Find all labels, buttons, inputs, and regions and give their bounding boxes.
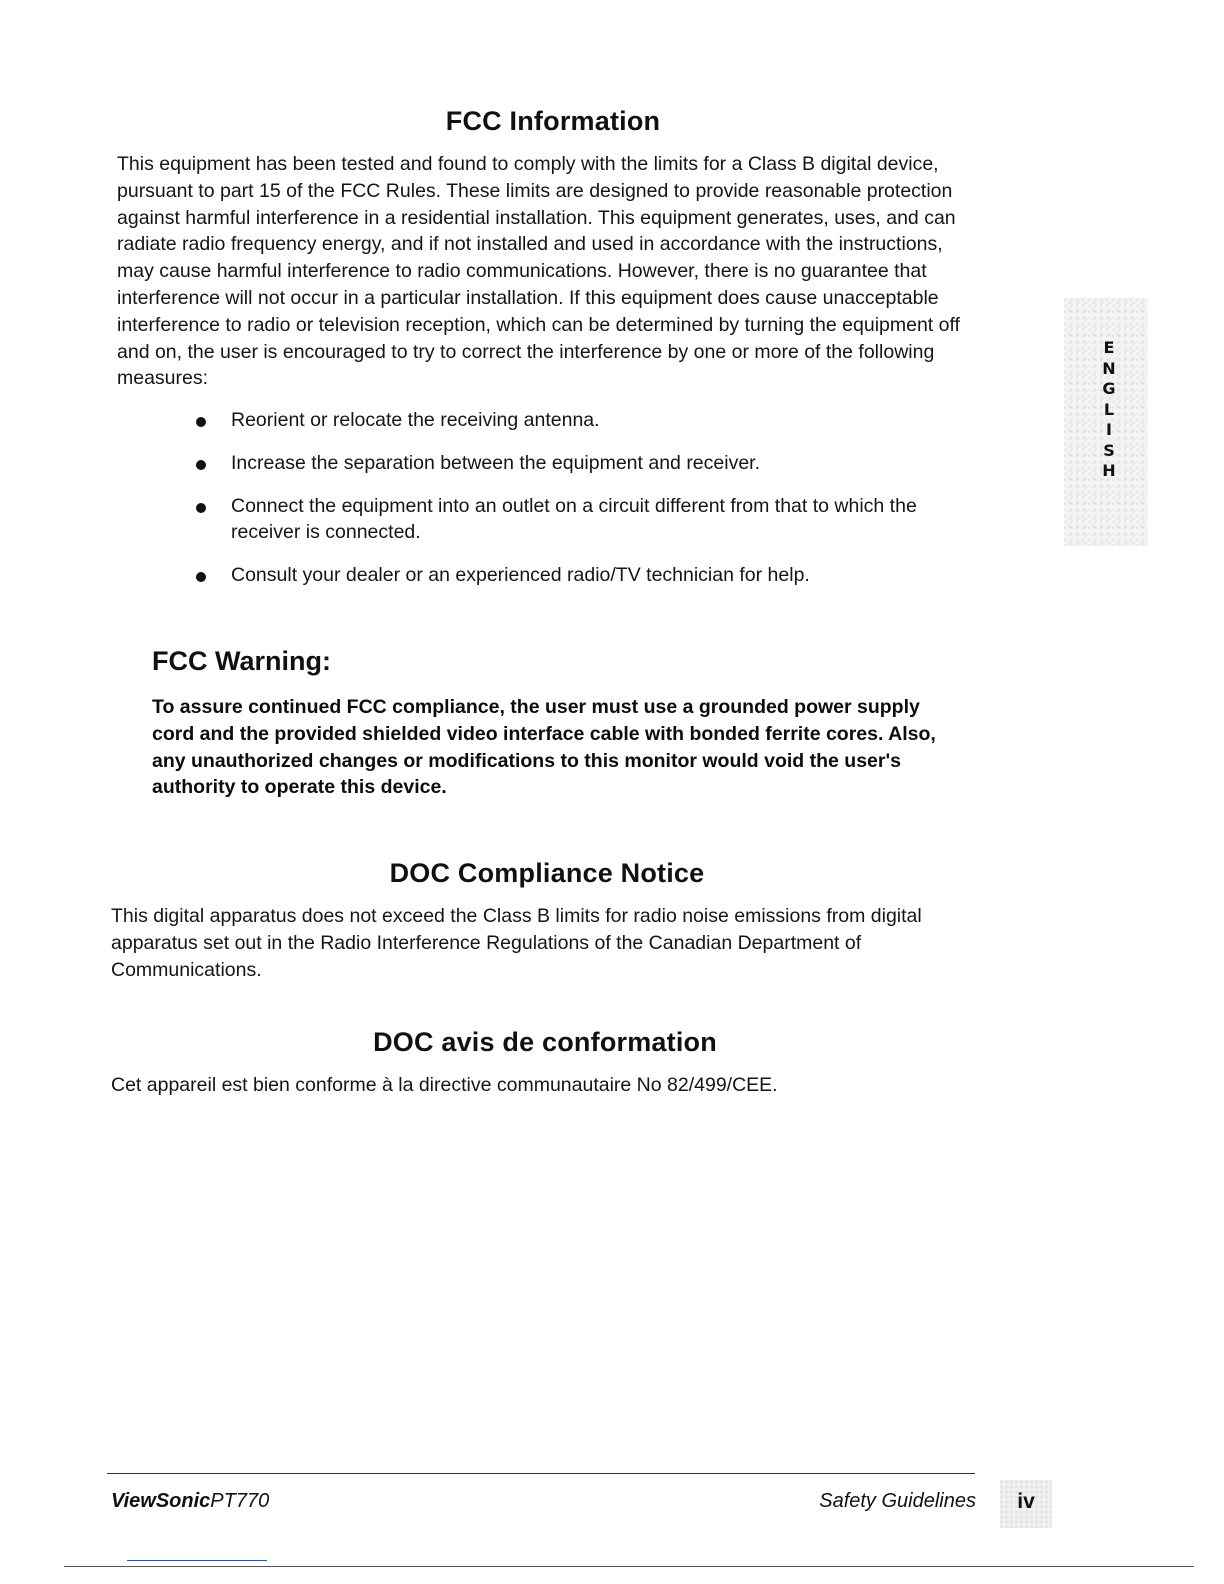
tab-letter: E (1103, 338, 1115, 357)
interference-measures-list (190, 407, 990, 605)
scan-edge-line (64, 1566, 1194, 1567)
list-item (190, 562, 990, 588)
language-tab-label (1096, 338, 1122, 482)
list-item (190, 493, 990, 545)
footer-section: Safety Guidelines (819, 1490, 976, 1512)
measure-text: Increase the separation between the equipment and receiver. (231, 452, 761, 474)
doc-avis-title: DOC avis de conformation (373, 1027, 717, 1057)
bullet-icon (196, 417, 206, 427)
tab-letter: I (1106, 420, 1112, 439)
measure-text: Consult your dealer or an experienced radio/TV technician for help. (231, 564, 810, 586)
list-item (190, 407, 990, 433)
footer-brand: ViewSonic (111, 1490, 211, 1512)
doc-compliance-body: This digital apparatus does not exceed the Class B limits for radio noise emissions from digital apparatus set out in the Radio Interference Regulations of the Canadian Department of Communications. (111, 905, 922, 981)
bullet-icon (196, 572, 206, 582)
measure-text: Reorient or relocate the receiving antenna. (231, 409, 600, 431)
doc-compliance-title: DOC Compliance Notice (389, 858, 705, 888)
tab-letter: S (1103, 440, 1115, 460)
scan-edge-mark (127, 1560, 267, 1561)
tab-letter: L (1103, 399, 1115, 419)
tab-letter: N (1102, 358, 1116, 378)
list-item (190, 450, 990, 476)
bullet-icon (196, 460, 206, 470)
fcc-information-body: This equipment has been tested and found to comply with the limits for a Class B digital device, pursuant to part 15 of the FCC Rules. These limits are designed to provide reasonable protection against harmful interference in a residential installation. This equipment generates, uses, and can radiate radio frequency energy, and if not installed and used in accordance with the instructions, may cause harmful interference to radio communications. However, there is no guarantee that interference will not occur in a particular installation. If this equipment does cause unacceptable interference to radio or television reception, which can be determined by turning the equipment off and on, the user is encouraged to try to correct the interference by one or more of the following measures: (117, 153, 960, 390)
bullet-icon (196, 503, 206, 513)
footer-model: PT770 (210, 1490, 270, 1512)
measure-text: Connect the equipment into an outlet on a circuit different from that to which the receiver is connected. (231, 495, 917, 543)
tab-letter: G (1102, 379, 1116, 398)
page-number: iv (1017, 1490, 1035, 1513)
fcc-warning-body: To assure continued FCC compliance, the user must use a grounded power supply cord and the provided shielded video interface cable with bonded ferrite cores. Also, any unauthorized changes or modifications to this monitor would void the user's authority to operate this device. (152, 696, 936, 799)
footer-product (111, 1490, 269, 1513)
footer-divider (107, 1473, 975, 1474)
tab-letter: H (1102, 461, 1116, 480)
fcc-warning-title: FCC Warning: (152, 646, 331, 676)
doc-avis-body: Cet appareil est bien conforme à la directive communautaire No 82/499/CEE. (111, 1074, 778, 1096)
fcc-information-title: FCC Information (445, 106, 661, 136)
